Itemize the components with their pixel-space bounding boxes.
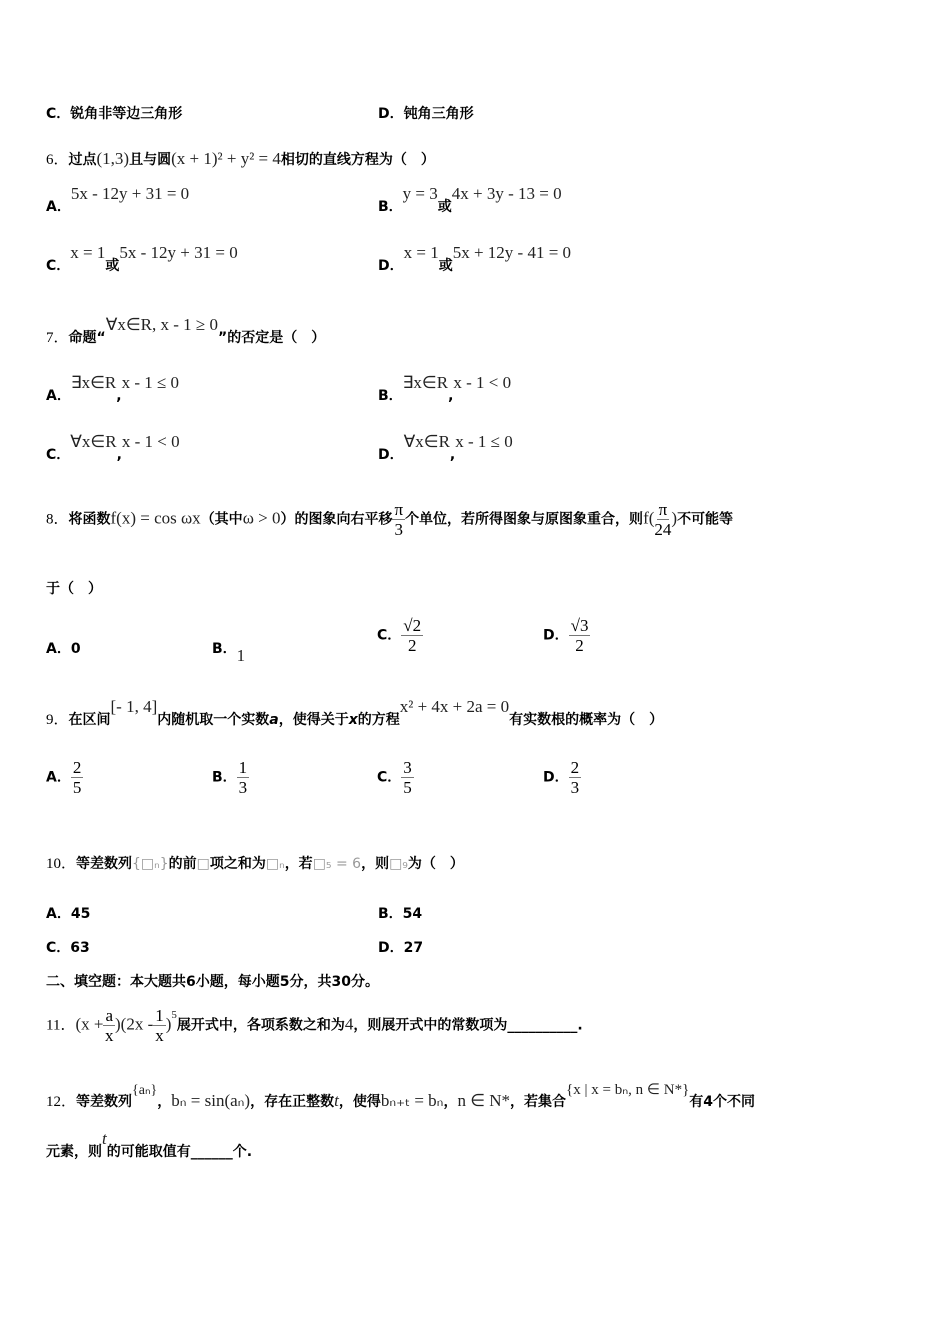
- math: ∀x∈R: [70, 432, 117, 451]
- numerator: 2: [570, 758, 580, 777]
- label: C．: [377, 769, 402, 786]
- text: .: [577, 1017, 583, 1034]
- option-c: C．锐角非等边三角形: [46, 106, 183, 122]
- text: 有实数根的概率为（ ）: [509, 712, 664, 728]
- text: ，使得关于: [278, 712, 349, 728]
- text: ,: [448, 388, 454, 404]
- var: t: [102, 1129, 107, 1148]
- option-c: [46, 243, 238, 275]
- math: {aₙ}: [132, 1083, 158, 1098]
- text: 不可能等: [677, 511, 734, 528]
- option-a: [46, 184, 190, 216]
- math: □₉: [389, 856, 408, 872]
- text: 相切的直线方程为（ ）: [280, 152, 435, 168]
- math: (x + 1)² + y² = 4: [171, 149, 281, 168]
- label: A．: [46, 641, 71, 657]
- label: D．: [543, 769, 569, 786]
- fraction: [153, 1006, 166, 1045]
- text: 在区间: [68, 712, 111, 728]
- option-a: [46, 373, 180, 405]
- math: {x | x = bₙ, n ∈ N*}: [566, 1082, 690, 1098]
- math: (x +: [75, 1014, 104, 1034]
- math: [- 1, 4]: [110, 697, 158, 716]
- answer-blank: ______: [190, 1144, 233, 1160]
- denominator: x: [155, 1026, 164, 1045]
- math: ): [165, 1014, 172, 1034]
- section-heading: 二、填空题：本大题共6小题，每小题5分，共30分。: [46, 974, 379, 990]
- text: ,: [116, 447, 122, 463]
- math: 4x + 3y - 13 = 0: [451, 184, 562, 203]
- text: ，存在正整数: [250, 1094, 335, 1110]
- text: 展开式中，各项系数之和为: [176, 1017, 345, 1034]
- text: ，: [157, 1094, 172, 1110]
- fraction: [654, 500, 671, 539]
- text: 过点: [68, 152, 97, 168]
- option-b: [212, 638, 246, 665]
- option-d: [378, 432, 513, 464]
- question-12: [46, 1082, 756, 1111]
- option-b: [212, 758, 249, 797]
- math: ∃x∈R: [402, 373, 449, 392]
- fraction: [569, 616, 591, 655]
- option-d: D．27: [378, 940, 424, 956]
- math: x = 1: [70, 243, 106, 262]
- question-8: [46, 500, 733, 539]
- text: ，若集合: [510, 1094, 567, 1110]
- option-c: [377, 616, 423, 655]
- fraction: [569, 758, 582, 797]
- math: 4: [344, 1014, 354, 1034]
- q-num: 10．: [46, 856, 77, 872]
- math: 5x + 12y - 41 = 0: [452, 243, 572, 262]
- math: ∀x∈R, x - 1 ≥ 0: [105, 315, 218, 334]
- text: 的方程: [357, 712, 400, 728]
- numerator: 1: [155, 1006, 164, 1025]
- denominator: 2: [575, 636, 584, 655]
- math: 5x - 12y + 31 = 0: [119, 243, 238, 262]
- fraction: [103, 1006, 115, 1045]
- fraction: [237, 758, 250, 797]
- text: 等差数列: [76, 856, 133, 872]
- text: 元素，则: [46, 1144, 102, 1160]
- math: ∀x∈R: [403, 432, 450, 451]
- math: bₙ₊ₜ = bₙ: [380, 1091, 444, 1110]
- label: A．: [46, 769, 71, 786]
- option-d: [543, 758, 581, 797]
- denominator: 3: [238, 778, 248, 797]
- numerator: π: [658, 500, 668, 519]
- text: ）的图象向右平移: [280, 511, 393, 528]
- text: 或: [105, 258, 120, 274]
- math: y = 3: [402, 184, 438, 203]
- text: ，: [443, 1094, 458, 1110]
- var: t: [334, 1091, 339, 1110]
- q-num: 8．: [46, 511, 69, 528]
- text: 的前: [168, 856, 197, 872]
- text: 或: [438, 258, 453, 274]
- text: 等差数列: [76, 1094, 133, 1110]
- label: B．: [378, 199, 403, 215]
- text: ,: [116, 388, 122, 404]
- question-7: [46, 315, 326, 347]
- label: A．: [46, 199, 71, 215]
- question-6: [46, 148, 435, 169]
- option-a: A．45: [46, 906, 91, 922]
- denominator: 2: [407, 636, 417, 655]
- fraction: [392, 500, 405, 539]
- math: 5x - 12y + 31 = 0: [70, 184, 190, 203]
- text: 内随机取一个实数: [157, 712, 270, 728]
- numerator: 1: [238, 758, 248, 777]
- question-9: [46, 697, 664, 729]
- option-c: [377, 758, 414, 797]
- text: 命题“: [68, 330, 106, 346]
- math: {□ₙ}: [132, 856, 169, 872]
- text: ,: [449, 447, 456, 463]
- numerator: a: [105, 1006, 113, 1025]
- label: B．: [378, 388, 403, 404]
- text: ”的否定是（ ）: [218, 330, 326, 346]
- text: ，则展开式中的常数项为: [353, 1017, 508, 1034]
- option-c: C．63: [46, 940, 90, 956]
- math: □ₙ: [265, 856, 285, 872]
- label: C．: [46, 447, 71, 463]
- label: C．: [46, 258, 71, 274]
- math: ∃x∈R: [70, 373, 117, 392]
- question-11: [46, 1006, 583, 1045]
- label: D．: [378, 447, 404, 463]
- text: 个单位，若所得图象与原图象重合，则: [405, 511, 644, 528]
- fraction: [71, 758, 84, 797]
- option-d: [378, 243, 572, 275]
- option-a: [46, 638, 81, 658]
- var: a: [269, 712, 279, 728]
- denominator: 24: [654, 520, 672, 539]
- option-b: B．54: [378, 906, 423, 922]
- text: 将函数: [68, 511, 111, 528]
- fraction: [401, 616, 423, 655]
- text: ，则: [361, 856, 390, 872]
- option-b: [378, 373, 512, 405]
- math: f(x) = cos ωx: [110, 508, 201, 528]
- math: f(: [643, 508, 655, 528]
- text: 为（ ）: [407, 856, 464, 872]
- denominator: 3: [570, 778, 580, 797]
- var: x: [348, 712, 358, 728]
- math: □₅ = 6: [312, 856, 362, 872]
- numerator: π: [394, 500, 404, 519]
- math: bₙ = sin(aₙ): [171, 1091, 251, 1110]
- option-d: D．钝角三角形: [378, 106, 474, 122]
- text: （其中: [200, 511, 243, 528]
- exponent: 5: [171, 1008, 177, 1021]
- option-b: [378, 184, 562, 216]
- q-num: 11．: [46, 1017, 76, 1034]
- q12-continued: [46, 1129, 253, 1161]
- option-d: [543, 616, 590, 655]
- denominator: 5: [72, 778, 82, 797]
- q-num: 9．: [46, 712, 69, 728]
- q-num: 6．: [46, 152, 69, 168]
- text: 或: [437, 199, 452, 215]
- label: A．: [46, 388, 71, 404]
- text: ，若: [284, 856, 313, 872]
- value: 0: [70, 641, 81, 657]
- q-num: 12．: [46, 1094, 77, 1110]
- denominator: 3: [394, 520, 404, 539]
- text: 有4个不同: [689, 1094, 756, 1110]
- label: B．: [212, 769, 237, 786]
- math: n ∈ N*: [457, 1091, 511, 1110]
- fraction: [401, 758, 414, 797]
- label: C．: [377, 627, 402, 644]
- text: 个.: [232, 1144, 253, 1160]
- math: x - 1 ≤ 0: [455, 432, 513, 451]
- numerator: √3: [570, 616, 589, 635]
- denominator: x: [104, 1026, 114, 1045]
- q-num: 7．: [46, 330, 69, 346]
- numerator: √2: [403, 616, 422, 635]
- math: (1,3): [96, 149, 130, 168]
- math: x = 1: [403, 243, 439, 262]
- option-a: [46, 758, 83, 797]
- math: x - 1 < 0: [121, 432, 180, 451]
- value: 1: [236, 646, 246, 665]
- math: ω > 0: [242, 508, 281, 528]
- text: 且与圆: [129, 152, 172, 168]
- q8-continued: 于（ ）: [46, 581, 102, 597]
- text: 项之和为: [209, 856, 266, 872]
- label: D．: [543, 627, 569, 644]
- text: 的可能取值有: [106, 1144, 191, 1160]
- numerator: 3: [403, 758, 412, 777]
- math: x - 1 < 0: [453, 373, 512, 392]
- question-10: [46, 852, 464, 873]
- math: x - 1 ≤ 0: [121, 373, 180, 392]
- option-c: [46, 432, 180, 464]
- math: )(2x -: [115, 1014, 154, 1034]
- text: ，使得: [338, 1094, 381, 1110]
- label: D．: [378, 258, 404, 274]
- math: x² + 4x + 2a = 0: [399, 697, 510, 716]
- math: □: [196, 856, 210, 872]
- answer-blank: __________: [507, 1017, 578, 1034]
- label: B．: [212, 641, 237, 657]
- math: ): [671, 508, 678, 528]
- numerator: 2: [72, 758, 82, 777]
- denominator: 5: [403, 778, 412, 797]
